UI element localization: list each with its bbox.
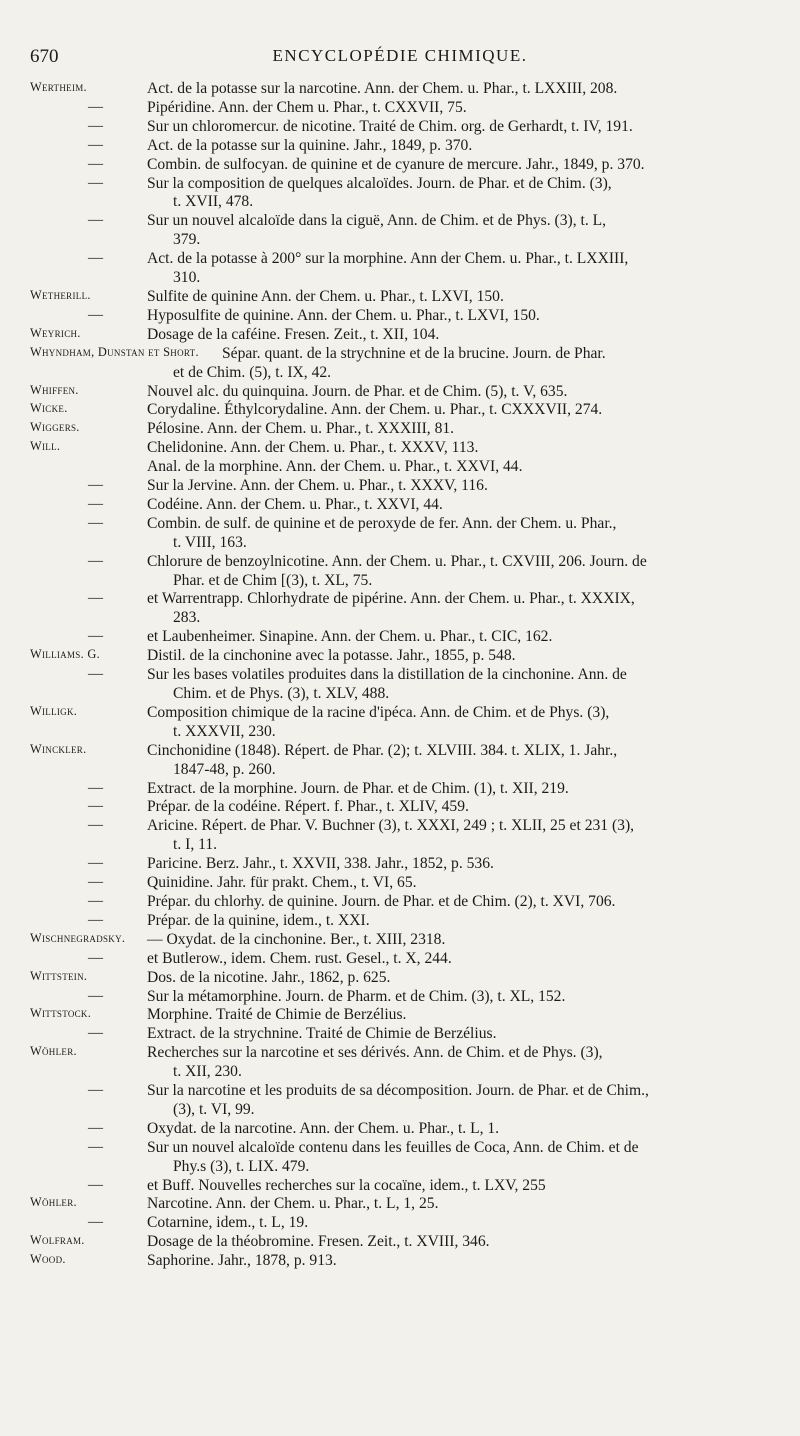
bibliography-entry (0, 420, 800, 439)
entry-line: Combin. de sulfocyan. de quinine et de cyanure de mercure. Jahr., 1849, p. 370. (147, 155, 645, 173)
entry-continuation: t. XXXVII, 230. (173, 722, 276, 740)
entry-line: Recherches sur la narcotine et ses dérivés. Ann. de Chim. et de Phys. (3), (147, 1044, 603, 1062)
entry-continuation: t. VIII, 163. (173, 533, 247, 551)
entry-author: Wöhler. (30, 1195, 77, 1210)
entry-line: Paricine. Berz. Jahr., t. XXVII, 338. Jahr., 1852, p. 536. (147, 855, 494, 873)
entry-text (147, 175, 767, 213)
entry-line: Sur un nouvel alcaloïde contenu dans les feuilles de Coca, Ann. de Chim. et de (147, 1138, 639, 1156)
entry-line: Extract. de la morphine. Journ. de Phar. et de Chim. (1), t. XII, 219. (147, 779, 569, 797)
bibliography-entry (0, 780, 800, 799)
ditto-dash: — (88, 1119, 103, 1136)
entry-text (147, 307, 767, 326)
ditto-dash: — (88, 779, 103, 796)
bibliography-entry (0, 307, 800, 326)
bibliography-entry (0, 1252, 800, 1271)
entry-line: Sur les bases volatiles produites dans la distillation de la cinchonine. Ann. de (147, 666, 627, 684)
bibliography-entry (0, 1006, 800, 1025)
entry-text (147, 515, 767, 553)
entry-continuation: Phy.s (3), t. LIX. 479. (173, 1157, 310, 1175)
bibliography-entry (0, 156, 800, 175)
entry-text (147, 212, 767, 250)
entry-text (147, 969, 767, 988)
bibliography-list (0, 80, 800, 1271)
entry-text (147, 1214, 767, 1233)
entry-line: Sulfite de quinine Ann. der Chem. u. Phar., t. LXVI, 150. (147, 287, 504, 305)
bibliography-entry (0, 798, 800, 817)
entry-line: — Oxydat. de la cinchonine. Ber., t. XIII, 2318. (147, 930, 446, 948)
entry-author: Wittstock. (30, 1006, 92, 1021)
entry-text (147, 401, 767, 420)
entry-line: et Butlerow., idem. Chem. rust. Gesel., t. X, 244. (147, 949, 452, 967)
entry-author: Wolfram. (30, 1233, 85, 1248)
entry-continuation: et de Chim. (5), t. IX, 42. (173, 363, 332, 381)
entry-continuation: t. XII, 230. (173, 1063, 242, 1081)
bibliography-entry (0, 553, 800, 591)
bibliography-entry (0, 515, 800, 553)
entry-author: Will. (30, 439, 61, 454)
entry-text (147, 1025, 767, 1044)
entry-line: Prépar. de la codéine. Répert. f. Phar., t. XLIV, 459. (147, 798, 469, 816)
entry-text (147, 326, 767, 345)
entry-line: Sur un chloromercur. de nicotine. Traité de Chim. org. de Gerhardt, t. IV, 191. (147, 117, 633, 135)
bibliography-entry (0, 288, 800, 307)
bibliography-entry (0, 345, 800, 383)
entry-author: Wicke. (30, 401, 68, 416)
entry-line: Narcotine. Ann. der Chem. u. Phar., t. L, 1, 25. (147, 1195, 439, 1213)
ditto-dash: — (88, 892, 103, 909)
ditto-dash: — (88, 949, 103, 966)
entry-text (147, 477, 767, 496)
entry-line: et Warrentrapp. Chlorhydrate de pipérine. Ann. der Chem. u. Phar., t. XXXIX, (147, 590, 635, 608)
bibliography-entry (0, 477, 800, 496)
entry-text (147, 553, 767, 591)
entry-text (147, 666, 767, 704)
entry-line: Morphine. Traité de Chimie de Berzélius. (147, 1006, 407, 1024)
entry-text (147, 80, 767, 99)
entry-continuation: Phar. et de Chim [(3), t. XL, 75. (173, 571, 373, 589)
entry-text (147, 817, 767, 855)
entry-author: Wischnegradsky. (30, 930, 126, 945)
bibliography-entry (0, 1139, 800, 1177)
entry-line: Prépar. du chlorhy. de quinine. Journ. de Phar. et de Chim. (2), t. XVI, 706. (147, 892, 616, 910)
ditto-dash: — (88, 987, 103, 1004)
entry-author: Williams. G. (30, 647, 101, 662)
entry-text (147, 1252, 767, 1271)
bibliography-entry (0, 950, 800, 969)
bibliography-entry (0, 1195, 800, 1214)
entry-text (147, 1006, 767, 1025)
entry-text (147, 1120, 767, 1139)
bibliography-entry (0, 326, 800, 345)
ditto-dash: — (88, 552, 103, 569)
bibliography-entry (0, 666, 800, 704)
bibliography-entry (0, 893, 800, 912)
entry-text (147, 874, 767, 893)
entry-line: Cinchonidine (1848). Répert. de Phar. (2); t. XLVIII. 384. t. XLIX, 1. Jahr., (147, 741, 618, 759)
entry-line: Act. de la potasse sur la quinine. Jahr., 1849, p. 370. (147, 136, 473, 154)
entry-text (147, 1233, 767, 1252)
entry-line: Sur la métamorphine. Journ. de Pharm. et de Chim. (3), t. XL, 152. (147, 987, 566, 1005)
ditto-dash: — (88, 212, 103, 229)
entry-line: Sur la composition de quelques alcaloïdes. Journ. de Phar. et de Chim. (3), (147, 174, 612, 192)
entry-text (147, 647, 767, 666)
ditto-dash: — (88, 855, 103, 872)
bibliography-entry (0, 1120, 800, 1139)
ditto-dash: — (88, 514, 103, 531)
entry-author: Weyrich. (30, 325, 81, 340)
entry-text (147, 590, 767, 628)
entry-line: et Buff. Nouvelles recherches sur la cocaïne, idem., t. LXV, 255 (147, 1176, 546, 1194)
bibliography-entry (0, 401, 800, 420)
entry-line: Oxydat. de la narcotine. Ann. der Chem. u. Phar., t. L, 1. (147, 1119, 500, 1137)
entry-text (147, 156, 767, 175)
bibliography-entry (0, 118, 800, 137)
entry-text (147, 893, 767, 912)
entry-text (147, 628, 767, 647)
entry-text (147, 439, 767, 458)
entry-line: Quinidine. Jahr. für prakt. Chem., t. VI, 65. (147, 874, 417, 892)
entry-text (147, 420, 767, 439)
entry-continuation: t. I, 11. (173, 836, 218, 854)
entry-continuation: 1847-48, p. 260. (173, 760, 276, 778)
ditto-dash: — (88, 306, 103, 323)
entry-line: Saphorine. Jahr., 1878, p. 913. (147, 1252, 337, 1270)
entry-text (147, 1177, 767, 1196)
bibliography-entry (0, 1044, 800, 1082)
entry-line: et Laubenheimer. Sinapine. Ann. der Chem. u. Phar., t. CIC, 162. (147, 628, 553, 646)
entry-line: Distil. de la cinchonine avec la potasse. Jahr., 1855, p. 548. (147, 647, 516, 665)
entry-text (147, 383, 767, 402)
entry-line: Composition chimique de la racine d'ipéca. Ann. de Chim. et de Phys. (3), (147, 703, 610, 721)
entry-line: Act. de la potasse à 200° sur la morphine. Ann der Chem. u. Phar., t. LXXIII, (147, 250, 629, 268)
ditto-dash: — (88, 477, 103, 494)
entry-continuation: (3), t. VI, 99. (173, 1100, 255, 1118)
bibliography-entry (0, 250, 800, 288)
entry-line: Cotarnine, idem., t. L, 19. (147, 1214, 309, 1232)
entry-text (147, 496, 767, 515)
entry-line: Dosage de la théobromine. Fresen. Zeit., t. XVIII, 346. (147, 1233, 490, 1251)
entry-text (147, 250, 767, 288)
bibliography-entry (0, 1233, 800, 1252)
entry-text (147, 931, 767, 950)
entry-text (147, 99, 767, 118)
bibliography-entry (0, 1214, 800, 1233)
entry-author: Whyndham, Dunstan et Short. (30, 344, 199, 359)
entry-line: Dosage de la caféine. Fresen. Zeit., t. XII, 104. (147, 325, 440, 343)
entry-line: Hyposulfite de quinine. Ann. der Chem. u. Phar., t. LXVI, 150. (147, 306, 540, 324)
bibliography-entry (0, 855, 800, 874)
bibliography-entry (0, 1025, 800, 1044)
entry-line: Act. de la potasse sur la narcotine. Ann. der Chem. u. Phar., t. LXXIII, 208. (147, 80, 618, 97)
bibliography-entry (0, 969, 800, 988)
entry-line: Sépar. quant. de la strychnine et de la brucine. Journ. de Phar. (222, 344, 606, 362)
entry-continuation: 283. (173, 609, 201, 627)
entry-line: Sur la Jervine. Ann. der Chem. u. Phar., t. XXXV, 116. (147, 477, 488, 495)
ditto-dash: — (88, 798, 103, 815)
entry-author: Wertheim. (30, 80, 87, 94)
entry-line: Extract. de la strychnine. Traité de Chimie de Berzélius. (147, 1025, 497, 1043)
entry-text (147, 988, 767, 1007)
ditto-dash: — (88, 1176, 103, 1193)
entry-author: Wittstein. (30, 968, 88, 983)
entry-text (147, 855, 767, 874)
entry-continuation: 379. (173, 231, 201, 249)
ditto-dash: — (88, 1082, 103, 1099)
bibliography-entry (0, 874, 800, 893)
entry-author: Wiggers. (30, 420, 80, 435)
bibliography-entry (0, 496, 800, 515)
entry-author: Winckler. (30, 741, 87, 756)
entry-text (147, 780, 767, 799)
bibliography-entry (0, 628, 800, 647)
entry-text (147, 704, 767, 742)
ditto-dash: — (88, 98, 103, 115)
bibliography-entry (0, 742, 800, 780)
bibliography-entry (0, 704, 800, 742)
ditto-dash: — (88, 628, 103, 645)
entry-author: Whiffen. (30, 382, 79, 397)
entry-text (147, 1082, 767, 1120)
bibliography-entry (0, 99, 800, 118)
ditto-dash: — (88, 1214, 103, 1231)
entry-text (147, 950, 767, 969)
bibliography-entry (0, 1177, 800, 1196)
ditto-dash: — (88, 155, 103, 172)
ditto-dash: — (88, 495, 103, 512)
entry-text (147, 1195, 767, 1214)
entry-continuation: Chim. et de Phys. (3), t. XLV, 488. (173, 685, 390, 702)
entry-text (147, 458, 767, 477)
bibliography-entry (0, 647, 800, 666)
entry-line: Dos. de la nicotine. Jahr., 1862, p. 625. (147, 968, 391, 986)
entry-line: Nouvel alc. du quinquina. Journ. de Phar. et de Chim. (5), t. V, 635. (147, 382, 568, 400)
entry-author: Willigk. (30, 703, 78, 718)
bibliography-entry (0, 458, 800, 477)
bibliography-entry (0, 817, 800, 855)
ditto-dash: — (88, 250, 103, 267)
entry-text (147, 1044, 767, 1082)
ditto-dash: — (88, 136, 103, 153)
entry-continuation: t. XVII, 478. (173, 193, 254, 211)
ditto-dash: — (88, 911, 103, 928)
entry-author: Wood. (30, 1252, 66, 1267)
ditto-dash: — (88, 874, 103, 891)
entry-continuation: 310. (173, 269, 201, 287)
entry-line: Anal. de la morphine. Ann. der Chem. u. Phar., t. XXVI, 44. (147, 458, 523, 476)
bibliography-entry (0, 137, 800, 156)
entry-line: Chlorure de benzoylnicotine. Ann. der Chem. u. Phar., t. CXVIII, 206. Journ. de (147, 552, 647, 570)
bibliography-entry (0, 988, 800, 1007)
bibliography-entry (0, 383, 800, 402)
running-head: ENCYCLOPÉDIE CHIMIQUE. (272, 46, 528, 65)
entry-line: Aricine. Répert. de Phar. V. Buchner (3), t. XXXI, 249 ; t. XLII, 25 et 231 (3), (147, 817, 635, 835)
page-number: 670 (30, 46, 59, 67)
entry-line: Pipéridine. Ann. der Chem u. Phar., t. CXXVII, 75. (147, 98, 467, 116)
bibliography-entry (0, 912, 800, 931)
entry-line: Prépar. de la quinine, idem., t. XXI. (147, 911, 370, 929)
ditto-dash: — (88, 590, 103, 607)
ditto-dash: — (88, 666, 103, 683)
ditto-dash: — (88, 117, 103, 134)
entry-text (147, 1139, 767, 1177)
entry-line: Combin. de sulf. de quinine et de peroxyde de fer. Ann. der Chem. u. Phar., (147, 514, 617, 532)
entry-text (147, 137, 767, 156)
entry-author: Wöhler. (30, 1044, 77, 1059)
entry-author: Wetherill. (30, 287, 91, 302)
entry-line: Sur un nouvel alcaloïde dans la ciguë, Ann. de Chim. et de Phys. (3), t. L, (147, 212, 607, 230)
entry-line: Chelidonine. Ann. der Chem. u. Phar., t. XXXV, 113. (147, 439, 479, 457)
ditto-dash: — (88, 1138, 103, 1155)
entry-line: Corydaline. Éthylcorydaline. Ann. der Chem. u. Phar., t. CXXXVII, 274. (147, 401, 603, 419)
entry-line: Pélosine. Ann. der Chem. u. Phar., t. XXXIII, 81. (147, 420, 455, 438)
entry-line: Sur la narcotine et les produits de sa décomposition. Journ. de Phar. et de Chim., (147, 1082, 649, 1100)
bibliography-entry (0, 80, 800, 99)
bibliography-entry (0, 439, 800, 458)
bibliography-entry (0, 590, 800, 628)
entry-text (147, 912, 767, 931)
ditto-dash: — (88, 1025, 103, 1042)
entry-line: Codéine. Ann. der Chem. u. Phar., t. XXVI, 44. (147, 495, 443, 513)
bibliography-entry (0, 1082, 800, 1120)
bibliography-entry (0, 175, 800, 213)
entry-text (173, 344, 767, 383)
bibliography-entry (0, 212, 800, 250)
bibliography-entry (0, 931, 800, 950)
ditto-dash: — (88, 817, 103, 834)
entry-text (147, 798, 767, 817)
entry-text (147, 742, 767, 780)
entry-text (147, 288, 767, 307)
entry-text (147, 118, 767, 137)
ditto-dash: — (88, 174, 103, 191)
